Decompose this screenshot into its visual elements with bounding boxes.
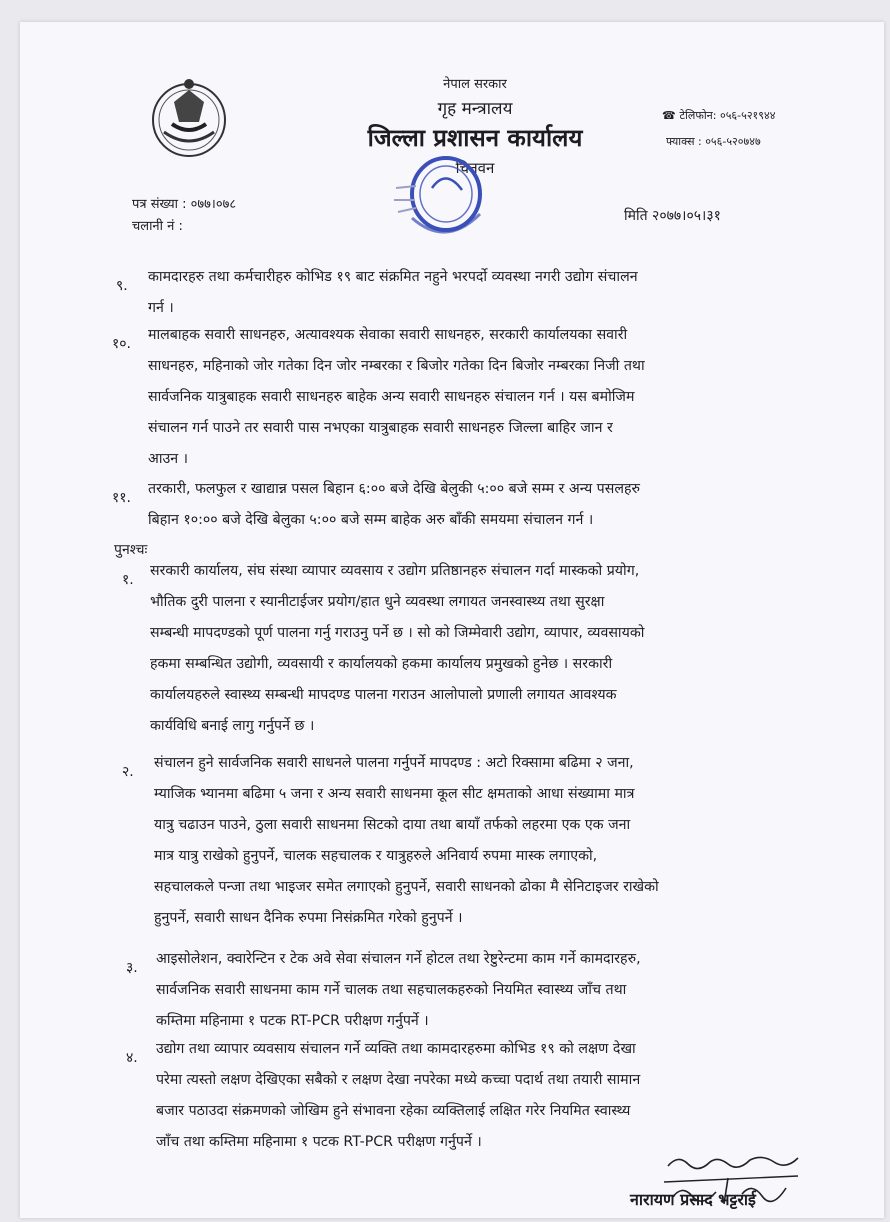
fax-line: फ्याक्स : ०५६-५२०७४७ xyxy=(666,135,761,148)
list-item xyxy=(148,320,645,475)
text-line: यात्रु चढाउन पाउने, ठुला सवारी साधनमा सिटको दाया तथा बायाँ तर्फको लहरमा एक एक जना xyxy=(154,817,631,833)
document-page xyxy=(20,22,884,1218)
list-item xyxy=(150,556,644,742)
office-name: जिल्ला प्रशासन कार्यालय xyxy=(367,124,583,152)
item-number: १०. xyxy=(112,336,132,352)
list-item xyxy=(148,474,640,536)
text-line: बिहान १०:०० बजे देखि बेलुका ५:०० बजे सम्म बाहेक अरु बाँकी समयमा संचालन गर्न । xyxy=(148,512,594,528)
nepal-emblem-icon xyxy=(144,72,234,162)
text-line: मात्र यात्रु राखेको हुनुपर्ने, चालक सहचालक र यात्रुहरुले अनिवार्य रुपमा मास्क लगाएको, xyxy=(154,848,598,864)
item-number: ३. xyxy=(126,960,138,976)
text-line: सार्वजनिक यात्रुबाहक सवारी साधनहरु बाहेक अन्य सवारी साधनहरु संचालन गर्न । यस बमोजिम xyxy=(148,389,635,405)
text-line: सम्बन्धी मापदण्डको पूर्ण पालना गर्नु गराउनु पर्ने छ । सो को जिम्मेवारी उद्योग, व्यापार, व्यवसायको xyxy=(150,625,645,641)
text-line: म्याजिक भ्यानमा बढिमा ५ जना र अन्य सवारी साधनमा कूल सीट क्षमताको आधा संख्यामा मात्र xyxy=(154,786,635,802)
phone-line xyxy=(662,108,775,123)
phone-number: टेलिफोन: ०५६-५२१९४४ xyxy=(679,109,776,122)
signatory-name: नारायण प्रसाद भट्टराई xyxy=(630,1190,756,1209)
text-line: कम्तिमा महिनामा १ पटक RT-PCR परीक्षण गर्नुपर्ने । xyxy=(156,1013,429,1029)
office-place: चितवन xyxy=(455,159,495,177)
text-line: जाँच तथा कम्तिमा महिनामा १ पटक RT-PCR परीक्षण गर्नुपर्ने । xyxy=(156,1134,482,1150)
text-line: हकमा सम्बन्धित उद्योगी, व्यवसायी र कार्यालयको हकमा कार्यालय प्रमुखको हुनेछ । सरकारी xyxy=(150,656,613,672)
text-line: आउन । xyxy=(148,451,189,467)
text-line: सार्वजनिक सवारी साधनमा काम गर्ने चालक तथा सहचालकहरुको नियमित स्वास्थ्य जाँच तथा xyxy=(156,982,627,998)
text-line: भौतिक दुरी पालना र स्यानीटाईजर प्रयोग/हात धुने व्यवस्था लगायत जनस्वास्थ्य तथा सुरक्षा xyxy=(150,594,605,610)
government-name: नेपाल सरकार xyxy=(443,77,507,92)
text-line: सरकारी कार्यालय, संघ संस्था व्यापार व्यवसाय र उद्योग प्रतिष्ठानहरु संचालन गर्दा मास्कको प्रयोग, xyxy=(150,563,640,579)
text-line: कामदारहरु तथा कर्मचारीहरु कोभिड १९ बाट संक्रमित नहुने भरपर्दो व्यवस्था नगरी उद्योग संचालन xyxy=(148,269,638,285)
text-line: संचालन हुने सार्वजनिक सवारी साधनले पालना गर्नुपर्ने मापदण्ड : अटो रिक्सामा बढिमा २ जना, xyxy=(154,755,634,771)
text-line: आइसोलेशन, क्वारेन्टिन र टेक अवे सेवा संचालन गर्ने होटल तथा रेष्टुरेन्टमा काम गर्ने कामदारहरु, xyxy=(156,951,641,967)
postscript-label: पुनश्चः xyxy=(114,542,148,558)
ministry-name: गृह मन्त्रालय xyxy=(437,99,513,119)
text-line: साधनहरु, महिनाको जोर गतेका दिन जोर नम्बरका र बिजोर गतेका दिन बिजोर नम्बरका निजी तथा xyxy=(148,358,645,374)
text-line: कार्यविधि बनाई लागु गर्नुपर्ने छ । xyxy=(150,718,315,734)
letter-number: पत्र संख्या : ०७७।०७८ xyxy=(132,197,237,212)
dispatch-number: चलानी नं : xyxy=(132,219,183,234)
list-item xyxy=(154,748,659,934)
phone-icon: ☎ xyxy=(662,109,676,122)
text-line: सहचालकले पन्जा तथा भाइजर समेत लगाएको हुनुपर्ने, सवारी साधनको ढोका मै सेनिटाइजर राखेको xyxy=(154,879,659,895)
text-line: बजार पठाउदा संक्रमणको जोखिम हुने संभावना रहेका व्यक्तिलाई लक्षित गरेर नियमित स्वास्थ्य xyxy=(156,1103,631,1119)
item-number: २. xyxy=(122,764,134,780)
office-stamp-icon xyxy=(382,148,502,258)
item-number: ९. xyxy=(116,278,128,294)
text-line: हुनुपर्ने, सवारी साधन दैनिक रुपमा निसंक्रमित गरेको हुनुपर्ने । xyxy=(154,910,463,926)
list-item xyxy=(148,262,638,324)
item-number: ११. xyxy=(112,490,132,506)
item-number: १. xyxy=(122,572,134,588)
list-item xyxy=(156,1034,640,1158)
list-item xyxy=(156,944,641,1037)
text-line: तरकारी, फलफुल र खाद्यान्न पसल बिहान ६:०० बजे देखि बेलुकी ५:०० बजे सम्म र अन्य पसलहरु xyxy=(148,481,640,497)
text-line: कार्यालयहरुले स्वास्थ्य सम्बन्धी मापदण्ड पालना गराउन आलोपालो प्रणाली लगायत आवश्यक xyxy=(150,687,617,703)
text-line: उद्योग तथा व्यापार व्यवसाय संचालन गर्ने व्यक्ति तथा कामदारहरुमा कोभिड १९ को लक्षण देखा xyxy=(156,1041,636,1057)
text-line: मालबाहक सवारी साधनहरु, अत्यावश्यक सेवाका सवारी साधनहरु, सरकारी कार्यालयका सवारी xyxy=(148,327,628,343)
text-line: परेमा त्यस्तो लक्षण देखिएका सबैको र लक्षण देखा नपरेका मध्ये कच्चा पदार्थ तथा तयारी सामान xyxy=(156,1072,641,1088)
text-line: गर्न । xyxy=(148,300,174,316)
item-number: ४. xyxy=(126,1050,138,1066)
letter-date: मिति २०७७।०५।३१ xyxy=(624,208,721,224)
text-line: संचालन गर्न पाउने तर सवारी पास नभएका यात्रुबाहक सवारी साधनहरु जिल्ला बाहिर जान र xyxy=(148,420,613,436)
